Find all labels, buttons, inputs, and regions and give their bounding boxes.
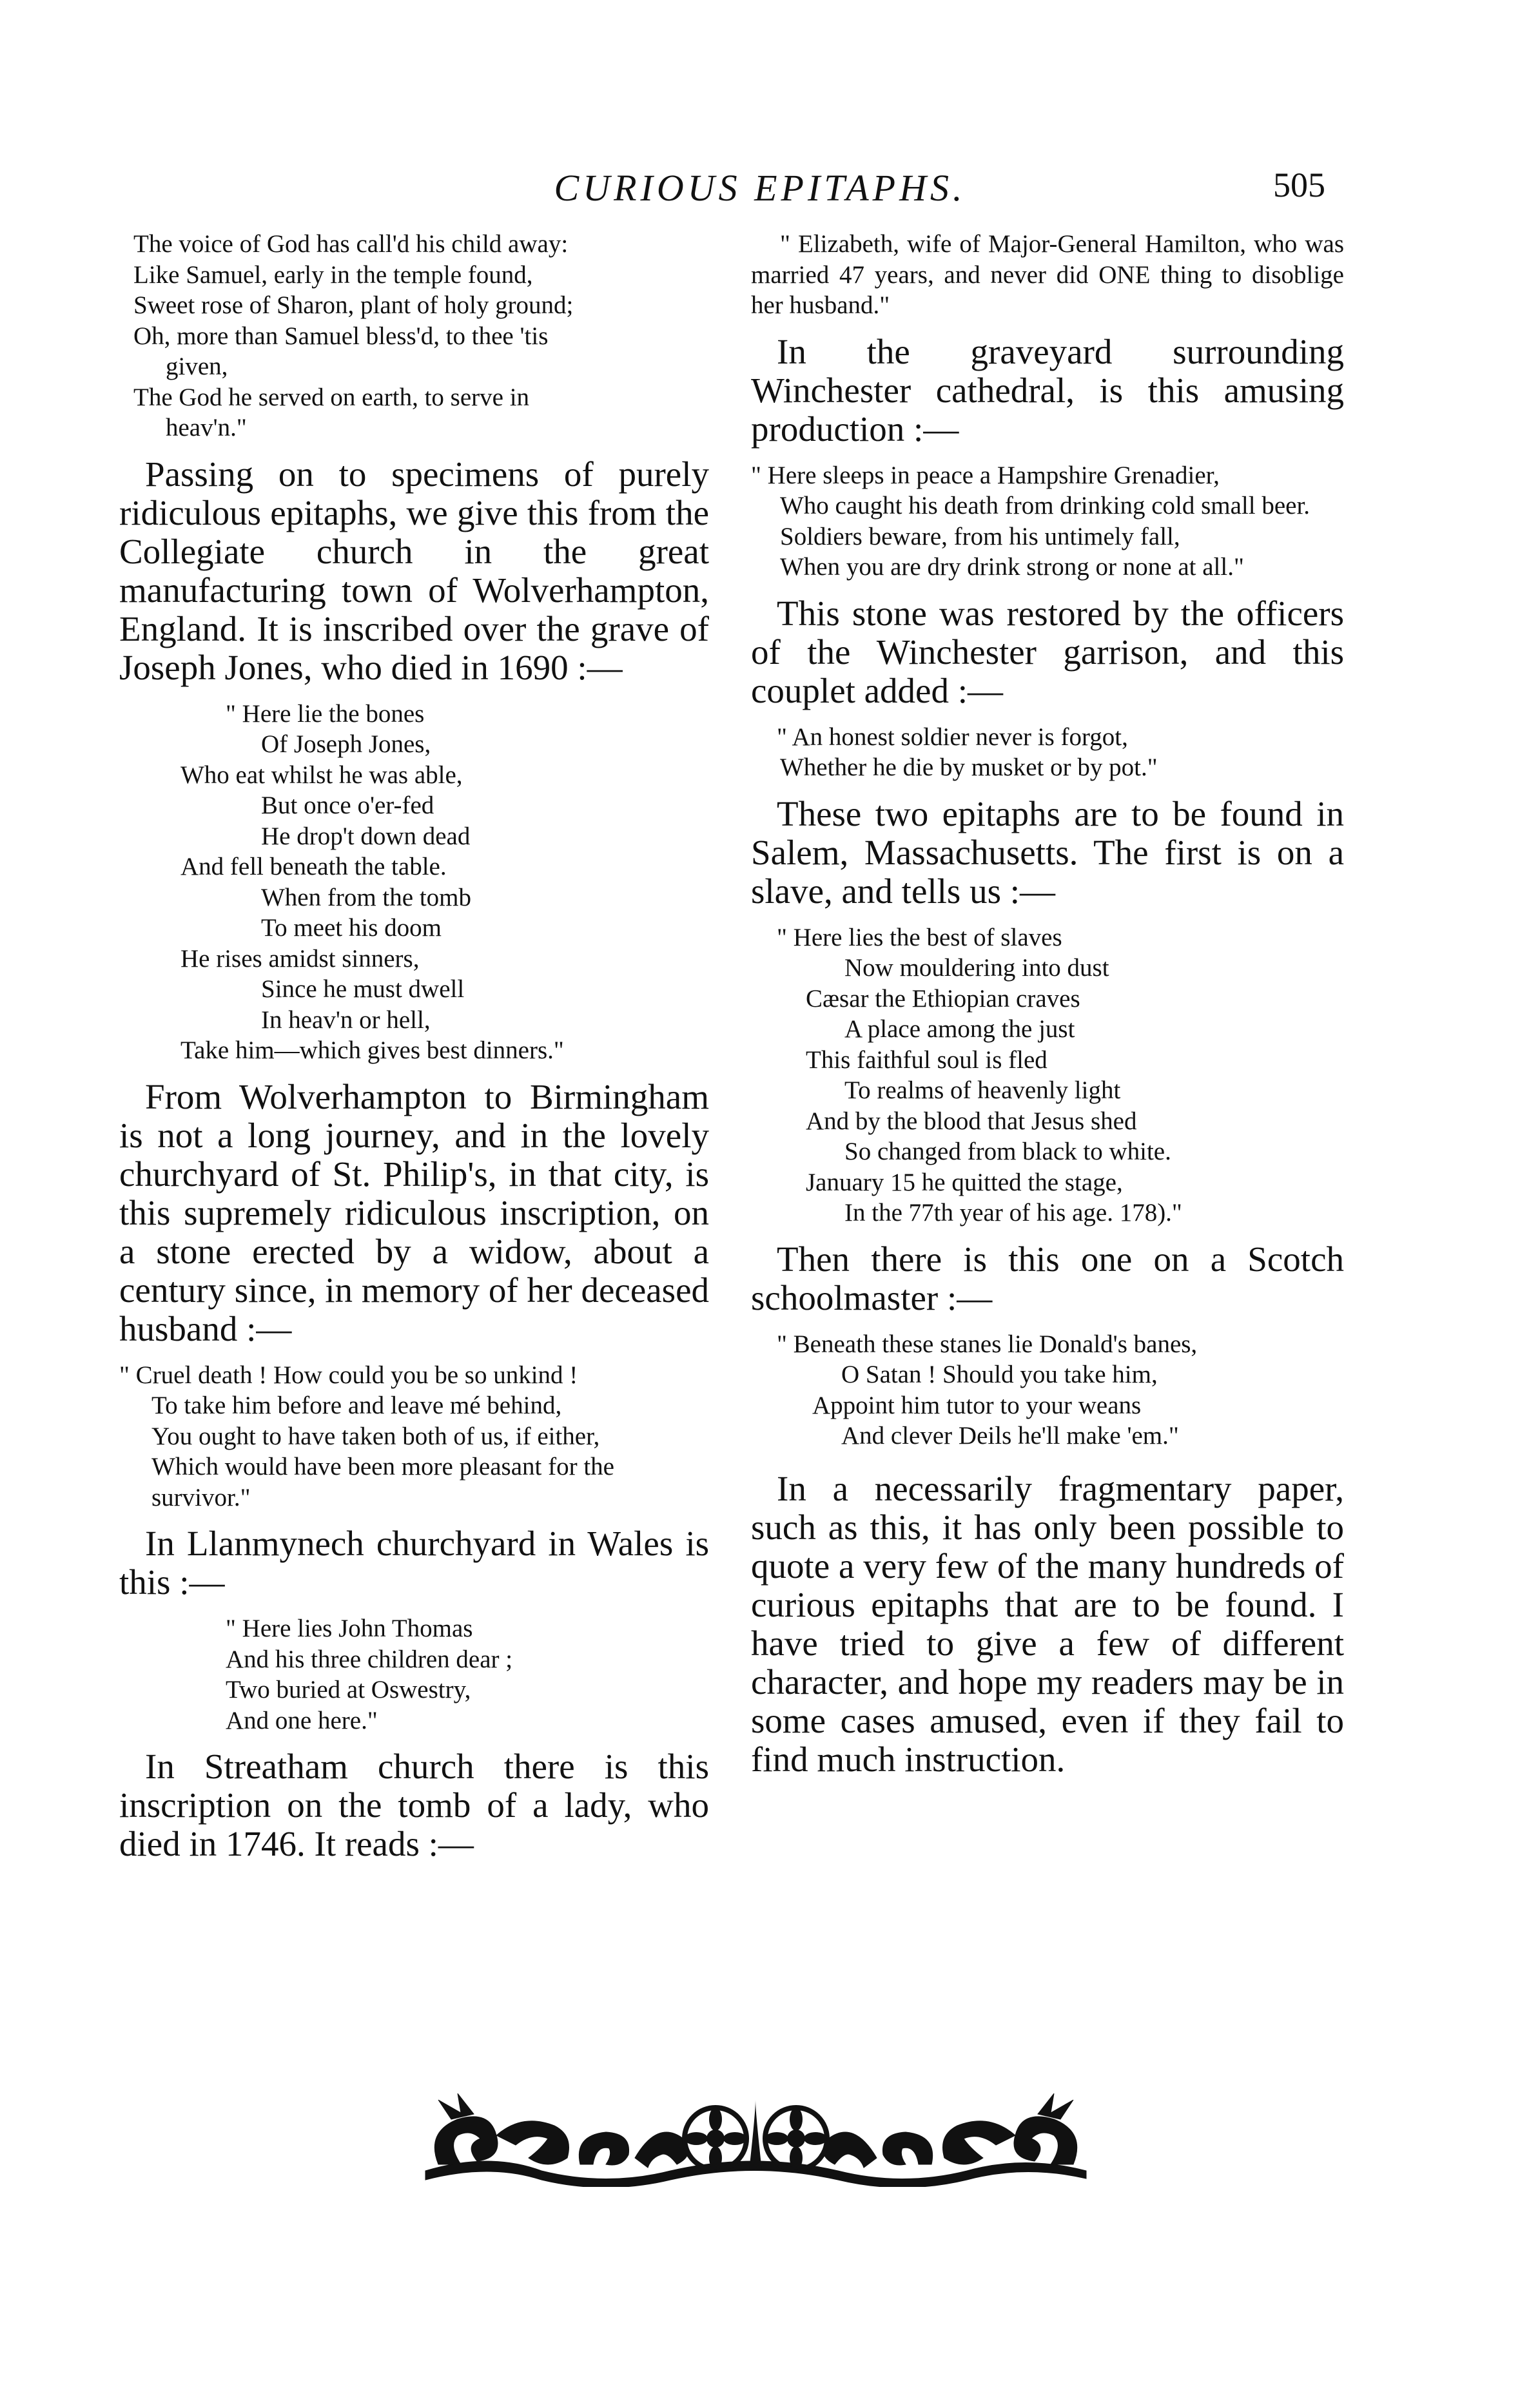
verse-line: When you are dry drink strong or none at all." bbox=[780, 553, 1244, 581]
tailpiece-ornament-icon bbox=[413, 2074, 1099, 2187]
verse-line: Since he must dwell bbox=[261, 975, 465, 1003]
verse-line: And clever Deils he'll make 'em." bbox=[841, 1422, 1179, 1450]
verse-line: " Here sleeps in peace a Hampshire Grenadier, bbox=[751, 461, 1220, 489]
verse-line: heav'n." bbox=[166, 414, 247, 442]
paragraph-wolverhampton: Passing on to specimens of purely ridiculous epitaphs, we give this from the Collegiate church in the great manufacturing town of Wolverhampton, England. It is inscribed over the grave of Joseph Jones, who died in 1690 :— bbox=[119, 454, 709, 687]
verse-line: Like Samuel, early in the temple found, bbox=[133, 260, 533, 289]
verse-line: Oh, more than Samuel bless'd, to thee 'tis bbox=[133, 322, 549, 350]
verse-line: Cæsar the Ethiopian craves bbox=[806, 984, 1080, 1013]
verse-line: Of Joseph Jones, bbox=[261, 730, 431, 758]
verse-line: In heav'n or hell, bbox=[261, 1005, 431, 1034]
verse-line: Take him—which gives best dinners." bbox=[180, 1036, 564, 1064]
verse-slave bbox=[751, 922, 1344, 1228]
verse-line: The God he served on earth, to serve in bbox=[133, 383, 530, 411]
verse-line: You ought to have taken both of us, if either, bbox=[151, 1422, 600, 1450]
paragraph-scotch: Then there is this one on a Scotch schoolmaster :— bbox=[751, 1239, 1344, 1317]
paragraph-salem: These two epitaphs are to be found in Salem, Massachusetts. The first is on a slave, and tells us :— bbox=[751, 793, 1344, 911]
verse-line: To realms of heavenly light bbox=[844, 1076, 1121, 1104]
verse-line: " Beneath these stanes lie Donald's banes, bbox=[777, 1330, 1198, 1358]
verse-line: " Here lies the best of slaves bbox=[777, 923, 1062, 951]
verse-line: To take him before and leave mé behind, bbox=[151, 1392, 562, 1419]
verse-line: The voice of God has call'd his child away: bbox=[133, 230, 569, 258]
verse-line: He drop't down dead bbox=[261, 822, 471, 850]
verse-line: Who eat whilst he was able, bbox=[180, 761, 463, 789]
verse-elizabeth: " Elizabeth, wife of Major-General Hamilton, who was married 47 years, and never did ONE thing to disoblige her husband." bbox=[751, 230, 1344, 319]
verse-line: But once o'er-fed bbox=[261, 791, 434, 819]
verse-line: Now mouldering into dust bbox=[844, 954, 1109, 982]
left-column bbox=[119, 229, 709, 1875]
verse-line: When from the tomb bbox=[261, 883, 471, 911]
paragraph-birmingham: From Wolverhampton to Birmingham is not a long journey, and in the lovely churchyard of St. Philip's, in that city, is this supremely ridiculous inscription, on a stone erected by a widow, about a century since, in memory of her deceased husband :— bbox=[119, 1076, 709, 1348]
verse-line: Sweet rose of Sharon, plant of holy ground; bbox=[133, 291, 574, 319]
verse-grenadier bbox=[751, 460, 1344, 583]
verse-line: Soldiers beware, from his untimely fall, bbox=[780, 522, 1180, 550]
verse-line: And his three children dear ; bbox=[226, 1645, 513, 1673]
verse-line: And by the blood that Jesus shed bbox=[806, 1107, 1137, 1135]
verse-line: A place among the just bbox=[844, 1015, 1075, 1043]
verse-line: And fell beneath the table. bbox=[180, 853, 447, 880]
paragraph-winchester: In the graveyard surrounding Winchester cathedral, is this amusing production :— bbox=[751, 331, 1344, 449]
verse-line: January 15 he quitted the stage, bbox=[806, 1168, 1123, 1196]
verse-line: To meet his doom bbox=[261, 914, 442, 942]
verse-line: " Here lies John Thomas bbox=[226, 1615, 473, 1642]
verse-john-thomas bbox=[119, 1613, 709, 1736]
paragraph-restored: This stone was restored by the officers of the Winchester garrison, and this couplet added :— bbox=[751, 593, 1344, 710]
page-number: 505 bbox=[1273, 166, 1325, 204]
paragraph-llanmynech: In Llanmynech churchyard in Wales is this :— bbox=[119, 1524, 709, 1602]
verse-line: He rises amidst sinners, bbox=[180, 944, 420, 973]
verse-line: " An honest soldier never is forgot, bbox=[777, 723, 1128, 751]
verse-line: In the 77th year of his age. 178)." bbox=[844, 1199, 1182, 1227]
verse-line: Whether he die by musket or by pot." bbox=[780, 753, 1158, 781]
verse-line: Which would have been more pleasant for the survivor." bbox=[151, 1453, 614, 1511]
verse-cruel-death bbox=[119, 1360, 709, 1513]
verse-line: " Here lie the bones bbox=[226, 699, 425, 728]
verse-samuel bbox=[133, 229, 709, 443]
verse-line: And one here." bbox=[226, 1706, 378, 1734]
right-column bbox=[751, 229, 1344, 1791]
verse-line: given, bbox=[166, 353, 228, 380]
paragraph-streatham: In Streatham church there is this inscription on the tomb of a lady, who died in 1746. It reads :— bbox=[119, 1747, 709, 1863]
verse-line: Appoint him tutor to your weans bbox=[812, 1391, 1142, 1419]
verse-line: This faithful soul is fled bbox=[806, 1045, 1047, 1074]
verse-line: Two buried at Oswestry, bbox=[226, 1676, 471, 1704]
verse-honest-soldier bbox=[751, 722, 1344, 783]
verse-joseph-jones bbox=[119, 699, 709, 1066]
verse-line: Who caught his death from drinking cold small beer. bbox=[780, 492, 1311, 519]
running-head: CURIOUS EPITAPHS. bbox=[554, 167, 966, 209]
verse-line: " Cruel death ! How could you be so unkind ! bbox=[119, 1361, 578, 1389]
verse-line: O Satan ! Should you take him, bbox=[841, 1361, 1158, 1388]
paragraph-conclusion: In a necessarily fragmentary paper, such as this, it has only been possible to quote a very few of the many hundreds of curious epitaphs that are to be found. I have tried to give a few of different character, and hope my readers may be in some cases amused, even if they fail to find much instruction. bbox=[751, 1468, 1344, 1779]
verse-donald bbox=[751, 1329, 1344, 1452]
verse-line: So changed from black to white. bbox=[844, 1138, 1171, 1165]
